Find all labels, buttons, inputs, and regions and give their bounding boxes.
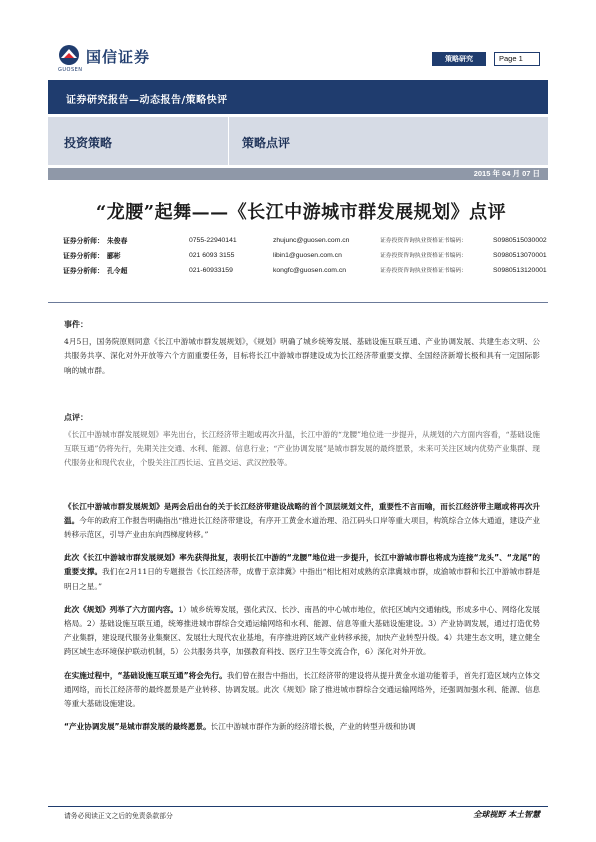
body-paragraph	[64, 720, 540, 734]
analyst-email[interactable]: libin1@guosen.com.cn	[273, 252, 342, 259]
paragraph-text: 我们曾在报告中指出，长江经济带的建设将从提升黄金水道功能着手，首先打造区域内立体交通网络，而长江经济带的最终愿景是产业转移、协调发展。此次《规划》除了推进城市群综合交通运输网络外，还强调加强水利、能源、信息等重大基础设施建设。	[64, 670, 541, 709]
category-badge: 策略研究	[432, 52, 486, 66]
logo-en: GUOSEN	[58, 67, 83, 73]
section-left-title: 投资策略	[64, 136, 113, 150]
analyst-email[interactable]: zhujunc@guosen.com.cn	[273, 237, 350, 244]
analyst-phone: 021-60933159	[189, 267, 233, 274]
footer-slogan: 全球视野 本土智慧	[473, 810, 540, 819]
comment-text: 《长江中游城市群发展规划》率先出台，长江经济带主题或再次升温，长江中游的“龙腰”地位进一步提升，从规划的六方面内容看，“基础设施互联互通”仍将先行，先期关注交通、水利、能源、信息行业；“产业协调发展”是城市群发展的最终愿景，未来可关注区域内优势产业集群、现代服务业和现代农业，个股关注江西长运、宜昌交运、武汉控股等。	[64, 430, 540, 468]
report-type-text: 证券研究报告—动态报告/策略快评	[66, 95, 228, 106]
report-date: 2015 年 04 月 07 日	[473, 169, 540, 178]
analyst-phone: 021 6093 3155	[189, 252, 235, 259]
report-body	[64, 318, 540, 743]
paragraph-lead: 此次《规划》列举了六方面内容。	[64, 604, 178, 614]
paragraph-text: 我们在2月11日的专题报告《长江经济带，成曹于京津冀》中指出“相比相对成熟的京津冀城市群，成渝城市群和长江中游城市群是明日之星。”	[64, 567, 541, 591]
event-text: 4月5日，国务院原则同意《长江中游城市群发展规划》，《规划》明确了城乡统筹发展、基础设施互联互通、产业协调发展、共建生态文明、公共服务共享、深化对外开放等六个方面重要任务，目标将长江中游城市群建设成为长江经济带重要支撑、全国经济新增长极和具有一定国际影响的城市群。	[64, 337, 540, 375]
paragraph-text: 今年的政府工作报告明确指出“推进长江经济带建设，有序开工黄金水道治理、沿江码头口岸等重大项目，构筑综合立体大通道，建设产业转移示范区，引导产业由东向西梯度转移。”	[64, 515, 541, 540]
paragraph-text: 长江中游城市群作为新的经济增长极，产业的转型升级和协调	[210, 722, 416, 732]
section-right-title: 策略点评	[242, 136, 291, 150]
analyst-role: 证券分析师：	[63, 267, 104, 275]
analyst-cert-no: S0980513070001	[493, 252, 547, 259]
analyst-cert-no: S0980515030002	[493, 237, 547, 244]
page-number: Page 1	[494, 52, 540, 66]
analyst-cert-label: 证券投资咨询执业资格证书编码：	[380, 253, 467, 259]
logo-cn: 国信证券	[86, 48, 151, 66]
guosen-logo-icon	[58, 44, 80, 66]
report-title: “龙腰”起舞——《长江中游城市群发展规划》点评	[95, 202, 507, 223]
paragraph-lead: 此次《长江中游城市群发展规划》率先获得批复，表明长江中游的“龙腰”地位进一步提升，长江中游城市群也将成为连接“龙头”、“龙尾”的重要支撑。	[64, 553, 540, 577]
divider	[48, 302, 548, 303]
body-paragraph	[64, 669, 540, 712]
body-paragraph	[64, 603, 540, 660]
analyst-role: 证券分析师：	[63, 252, 104, 260]
analyst-cert-label: 证券投资咨询执业资格证书编码：	[380, 268, 467, 274]
analyst-role: 证券分析师：	[63, 237, 104, 245]
analyst-name: 朱俊春	[107, 237, 128, 245]
footer-divider	[48, 806, 548, 807]
analyst-cert-label: 证券投资咨询执业资格证书编码：	[380, 238, 467, 244]
paragraph-lead: “产业协调发展”是城市群发展的最终愿景。	[64, 722, 211, 732]
analyst-name: 孔令超	[107, 267, 128, 275]
paragraph-lead: 在实施过程中，“基础设施互联互通”将会先行。	[64, 670, 227, 680]
body-paragraph	[64, 551, 540, 594]
analyst-name: 郦彬	[107, 252, 121, 260]
footer-disclaimer[interactable]: 请务必阅读正文之后的免责条款部分	[64, 812, 173, 820]
paragraph-lead: 《长江中游城市群发展规划》是两会后出台的关于长江经济带建设战略的首个顶层规划文件，重要性不言而喻，而长江经济带主题或将再次升温。	[64, 501, 540, 525]
paragraph-text: 1）城乡统筹发展，强化武汉、长沙、南昌的中心城市地位，依托区域内交通轴线，形成多中心、网络化发展格局。2）基础设施互联互通，统筹推进城市群综合交通运输网络和水利、能源、信息等重大基础设施建设。3）产业协调发展，通过打造优势产业集群，建设现代服务业集聚区、发展壮大现代农业基地，有序推进跨区域产业转移承接，加快产业转型升级。4）共建生态文明，建立健全跨区域生态环境保护联动机制，5）公共服务共享，加强教育科技、医疗卫生等交流合作，6）深化对外开放。	[64, 604, 541, 657]
comment-heading: 点评：	[64, 412, 88, 422]
section-band	[48, 117, 548, 165]
analyst-cert-no: S0980513120001	[493, 267, 547, 274]
event-heading: 事件：	[64, 320, 88, 329]
guosen-logo	[58, 44, 188, 74]
analyst-email[interactable]: kongfc@guosen.com.cn	[273, 267, 347, 274]
analyst-phone: 0755-22940141	[189, 237, 237, 244]
section-divider	[228, 117, 229, 165]
body-paragraph	[64, 500, 540, 543]
